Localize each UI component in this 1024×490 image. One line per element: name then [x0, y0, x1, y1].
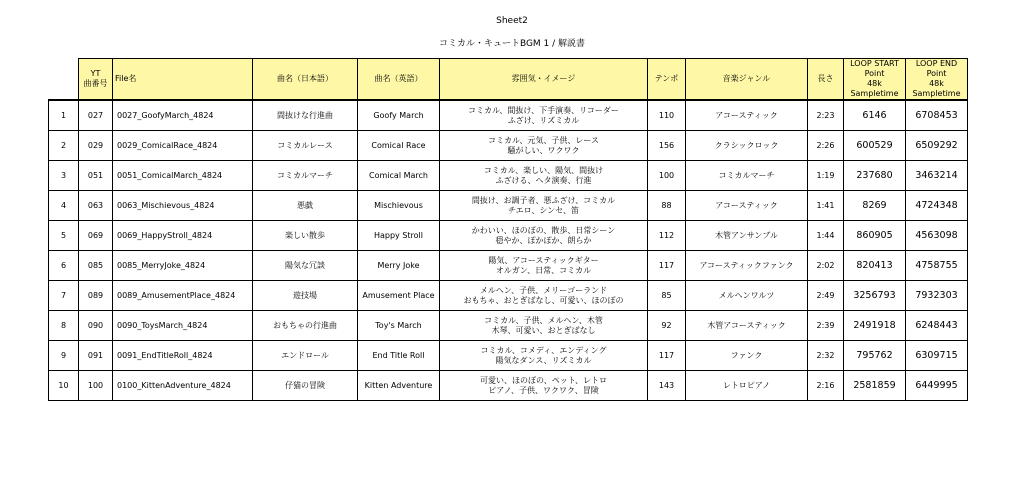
row-number-cell: 1 — [49, 100, 79, 131]
title-en-cell: Merry Joke — [358, 251, 440, 281]
tempo-cell: 85 — [648, 281, 686, 311]
mood-cell — [440, 311, 648, 341]
header-loop-start-line3: 48k — [867, 79, 882, 88]
mood-cell — [440, 251, 648, 281]
title-en-cell: Toy's March — [358, 311, 440, 341]
yt-number-cell: 089 — [79, 281, 113, 311]
file-name-cell: 0051_ComicalMarch_4824 — [113, 161, 253, 191]
genre-cell: 木管アンサンブル — [686, 221, 808, 251]
mood-cell — [440, 100, 648, 131]
mood-line-1: 間抜け、お調子者、悪ふざけ、コミカル — [471, 195, 616, 205]
tempo-cell: 143 — [648, 371, 686, 401]
mood-line-1: 陽気、アコースティックギター — [488, 255, 599, 265]
title-ja-cell: 陽気な冗談 — [253, 251, 358, 281]
yt-number-cell: 091 — [79, 341, 113, 371]
tempo-cell: 88 — [648, 191, 686, 221]
loop-end-cell: 7932303 — [906, 281, 968, 311]
mood-line-1: コミカル、元気、子供、レース — [488, 135, 599, 145]
mood-line-1: コミカル、子供、メルヘン、木管 — [484, 315, 603, 325]
header-loop-start-line4: Sampletime — [850, 89, 899, 98]
header-genre: 音楽ジャンル — [686, 59, 808, 101]
file-name-cell: 0089_AmusementPlace_4824 — [113, 281, 253, 311]
length-cell: 2:49 — [808, 281, 844, 311]
row-number-cell: 7 — [49, 281, 79, 311]
title-en-cell: Amusement Place — [358, 281, 440, 311]
loop-start-cell: 6146 — [844, 100, 906, 131]
genre-cell: メルヘンワルツ — [686, 281, 808, 311]
mood-cell — [440, 161, 648, 191]
loop-end-cell: 4758755 — [906, 251, 968, 281]
length-cell: 2:23 — [808, 100, 844, 131]
title-en-cell: Goofy March — [358, 100, 440, 131]
genre-cell: レトロピアノ — [686, 371, 808, 401]
title-ja-cell: 仔猫の冒険 — [253, 371, 358, 401]
title-ja-cell: コミカルマーチ — [253, 161, 358, 191]
loop-start-cell: 820413 — [844, 251, 906, 281]
header-loop-end-line1: LOOP END — [915, 59, 958, 68]
table-row — [49, 100, 968, 131]
title-en-cell: Kitten Adventure — [358, 371, 440, 401]
title-ja-cell: 間抜けな行進曲 — [253, 100, 358, 131]
mood-cell — [440, 371, 648, 401]
row-number-cell: 9 — [49, 341, 79, 371]
genre-cell: アコースティックファンク — [686, 251, 808, 281]
length-cell: 1:19 — [808, 161, 844, 191]
mood-line-2: ふざけ、リズミカル — [507, 115, 580, 125]
length-cell: 2:02 — [808, 251, 844, 281]
header-loop-end-line3: 48k — [929, 79, 944, 88]
row-number-cell: 2 — [49, 131, 79, 161]
length-cell: 1:44 — [808, 221, 844, 251]
row-number-cell: 8 — [49, 311, 79, 341]
header-row — [49, 59, 968, 101]
row-number-cell: 10 — [49, 371, 79, 401]
loop-end-cell: 6509292 — [906, 131, 968, 161]
loop-end-cell: 6449995 — [906, 371, 968, 401]
row-number-cell: 4 — [49, 191, 79, 221]
mood-line-1: かわいい、ほのぼの、散歩、日常シーン — [471, 225, 616, 235]
tempo-cell: 110 — [648, 100, 686, 131]
length-cell: 2:26 — [808, 131, 844, 161]
document-title: コミカル・キュートBGM 1 / 解説書 — [438, 39, 586, 49]
loop-start-cell: 860905 — [844, 221, 906, 251]
table-row — [49, 191, 968, 221]
loop-start-cell: 8269 — [844, 191, 906, 221]
loop-start-cell: 237680 — [844, 161, 906, 191]
tempo-cell: 112 — [648, 221, 686, 251]
header-yt-line2: 曲番号 — [83, 79, 108, 88]
loop-start-cell: 3256793 — [844, 281, 906, 311]
loop-end-cell: 3463214 — [906, 161, 968, 191]
yt-number-cell: 090 — [79, 311, 113, 341]
mood-line-2: 穏やか、ぽかぽか、朗らか — [495, 235, 592, 245]
loop-end-cell: 4724348 — [906, 191, 968, 221]
mood-line-2: 木琴、可愛い、おとぎばなし — [491, 325, 596, 335]
mood-cell — [440, 341, 648, 371]
tempo-cell: 92 — [648, 311, 686, 341]
title-en-cell: Happy Stroll — [358, 221, 440, 251]
mood-cell — [440, 221, 648, 251]
header-loop-end-line4: Sampletime — [912, 89, 961, 98]
header-tempo: テンポ — [648, 59, 686, 101]
loop-end-cell: 6248443 — [906, 311, 968, 341]
mood-line-1: コミカル、コメディ、エンディング — [480, 345, 607, 355]
file-name-cell: 0069_HappyStroll_4824 — [113, 221, 253, 251]
table-row — [49, 281, 968, 311]
genre-cell: ファンク — [686, 341, 808, 371]
loop-start-cell: 2581859 — [844, 371, 906, 401]
yt-number-cell: 069 — [79, 221, 113, 251]
file-name-cell: 0085_MerryJoke_4824 — [113, 251, 253, 281]
header-loop-end — [906, 59, 968, 101]
mood-line-2: ピアノ、子供、ワクワク、冒険 — [488, 385, 599, 395]
row-number-cell: 5 — [49, 221, 79, 251]
table-row — [49, 131, 968, 161]
table-row — [49, 311, 968, 341]
header-yt — [79, 59, 113, 101]
mood-line-2: ふざける、ヘタ演奏、行進 — [495, 175, 592, 185]
file-name-cell: 0091_EndTitleRoll_4824 — [113, 341, 253, 371]
title-en-cell: End Title Roll — [358, 341, 440, 371]
sheet-title: Sheet2 — [496, 16, 528, 26]
bgm-table — [48, 58, 968, 401]
file-name-cell: 0029_ComicalRace_4824 — [113, 131, 253, 161]
title-en-cell: Mischievous — [358, 191, 440, 221]
loop-start-cell: 2491918 — [844, 311, 906, 341]
length-cell: 1:41 — [808, 191, 844, 221]
row-number-cell: 3 — [49, 161, 79, 191]
header-length: 長さ — [808, 59, 844, 101]
loop-end-cell: 4563098 — [906, 221, 968, 251]
mood-line-1: コミカル、間抜け、下手演奏、リコーダー — [468, 105, 619, 115]
header-loop-start-line2: Point — [864, 69, 885, 78]
length-cell: 2:16 — [808, 371, 844, 401]
length-cell: 2:39 — [808, 311, 844, 341]
title-en-cell: Comical March — [358, 161, 440, 191]
header-mood: 雰囲気・イメージ — [440, 59, 648, 101]
length-cell: 2:32 — [808, 341, 844, 371]
loop-end-cell: 6309715 — [906, 341, 968, 371]
yt-number-cell: 085 — [79, 251, 113, 281]
loop-start-cell: 600529 — [844, 131, 906, 161]
title-ja-cell: 遊技場 — [253, 281, 358, 311]
header-yt-line1: YT — [90, 69, 101, 78]
yt-number-cell: 027 — [79, 100, 113, 131]
mood-cell — [440, 281, 648, 311]
yt-number-cell: 063 — [79, 191, 113, 221]
header-loop-start-line1: LOOP START — [850, 59, 899, 68]
title-en-cell: Comical Race — [358, 131, 440, 161]
tempo-cell: 100 — [648, 161, 686, 191]
yt-number-cell: 051 — [79, 161, 113, 191]
header-loop-end-line2: Point — [926, 69, 947, 78]
table-row — [49, 251, 968, 281]
tempo-cell: 117 — [648, 251, 686, 281]
mood-line-2: オルガン、日常、コミカル — [495, 265, 592, 275]
mood-line-1: 可愛い、ほのぼの、ペット、レトロ — [480, 375, 607, 385]
table-row — [49, 341, 968, 371]
tempo-cell: 156 — [648, 131, 686, 161]
file-name-cell: 0100_KittenAdventure_4824 — [113, 371, 253, 401]
file-name-cell: 0090_ToysMarch_4824 — [113, 311, 253, 341]
yt-number-cell: 100 — [79, 371, 113, 401]
tempo-cell: 117 — [648, 341, 686, 371]
mood-line-1: コミカル、楽しい、陽気、間抜け — [483, 165, 604, 175]
header-title-ja: 曲名（日本語） — [253, 59, 358, 101]
file-name-cell: 0063_Mischievous_4824 — [113, 191, 253, 221]
loop-start-cell: 795762 — [844, 341, 906, 371]
header-blank — [49, 59, 79, 101]
title-ja-cell: エンドロール — [253, 341, 358, 371]
genre-cell: アコースティック — [686, 191, 808, 221]
genre-cell: クラシックロック — [686, 131, 808, 161]
yt-number-cell: 029 — [79, 131, 113, 161]
row-number-cell: 6 — [49, 251, 79, 281]
table-body — [49, 100, 968, 401]
header-title-en: 曲名（英語） — [358, 59, 440, 101]
mood-line-1: メルヘン、子供、メリーゴーランド — [479, 285, 608, 295]
mood-cell — [440, 131, 648, 161]
table-row — [49, 161, 968, 191]
table-row — [49, 371, 968, 401]
genre-cell: アコースティック — [686, 100, 808, 131]
header-file: File名 — [113, 59, 253, 101]
title-ja-cell: 悪戯 — [253, 191, 358, 221]
mood-line-2: 騒がしい、ワクワク — [507, 145, 580, 155]
mood-line-2: おもちゃ、おとぎばなし、可愛い、ほのぼの — [463, 295, 624, 305]
loop-end-cell: 6708453 — [906, 100, 968, 131]
mood-line-2: チエロ、シンセ、笛 — [507, 205, 580, 215]
mood-cell — [440, 191, 648, 221]
genre-cell: 木管アコースティック — [686, 311, 808, 341]
mood-line-2: 陽気なダンス、リズミカル — [495, 355, 592, 365]
table-row — [49, 221, 968, 251]
genre-cell: コミカルマーチ — [686, 161, 808, 191]
title-ja-cell: コミカルレース — [253, 131, 358, 161]
title-ja-cell: 楽しい散歩 — [253, 221, 358, 251]
header-loop-start — [844, 59, 906, 101]
title-ja-cell: おもちゃの行進曲 — [253, 311, 358, 341]
file-name-cell: 0027_GoofyMarch_4824 — [113, 100, 253, 131]
